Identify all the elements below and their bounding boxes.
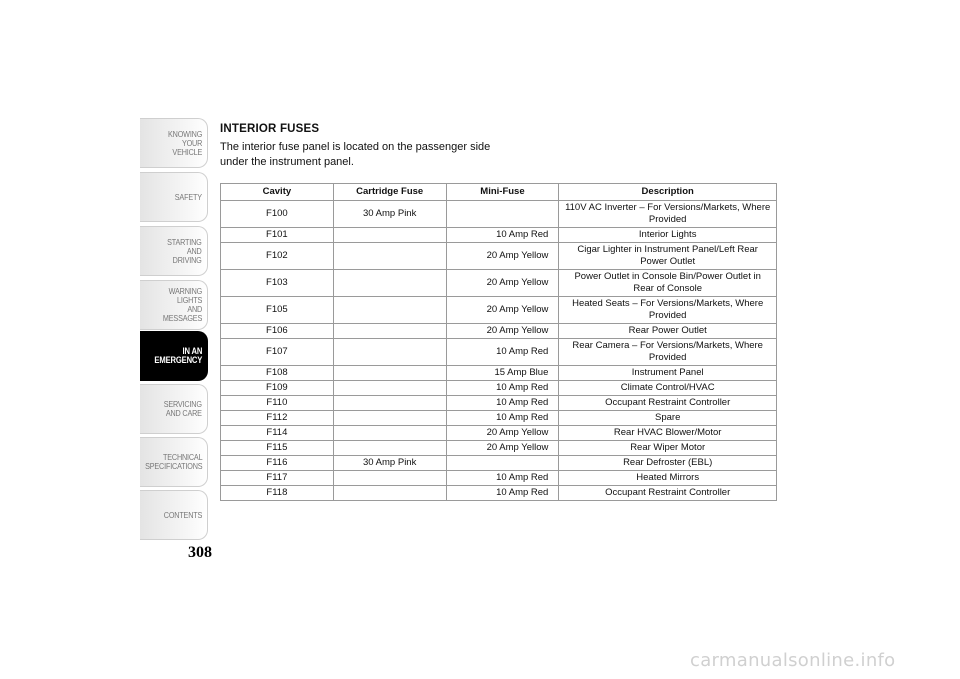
cartridge-fuse-cell bbox=[333, 228, 446, 243]
cavity-cell: F110 bbox=[221, 396, 334, 411]
header-description: Description bbox=[559, 184, 777, 201]
cartridge-fuse-cell bbox=[333, 411, 446, 426]
mini-fuse-cell: 10 Amp Red bbox=[446, 339, 559, 366]
mini-fuse-cell: 15 Amp Blue bbox=[446, 366, 559, 381]
tab-label: SERVICING AND CARE bbox=[163, 399, 202, 418]
table-row bbox=[221, 411, 777, 426]
description-cell: 110V AC Inverter – For Versions/Markets, Where Provided bbox=[559, 201, 777, 228]
table-body bbox=[221, 201, 777, 501]
cavity-cell: F101 bbox=[221, 228, 334, 243]
cartridge-fuse-cell bbox=[333, 339, 446, 366]
mini-fuse-cell bbox=[446, 201, 559, 228]
cavity-cell: F103 bbox=[221, 270, 334, 297]
description-cell: Power Outlet in Console Bin/Power Outlet in Rear of Console bbox=[559, 270, 777, 297]
tab-label: TECHNICAL SPECIFICATIONS bbox=[144, 452, 202, 471]
description-cell: Spare bbox=[559, 411, 777, 426]
mini-fuse-cell: 20 Amp Yellow bbox=[446, 441, 559, 456]
cavity-cell: F107 bbox=[221, 339, 334, 366]
cartridge-fuse-cell bbox=[333, 270, 446, 297]
table-row bbox=[221, 228, 777, 243]
table-row bbox=[221, 471, 777, 486]
cavity-cell: F108 bbox=[221, 366, 334, 381]
section-intro: The interior fuse panel is located on the passenger side under the instrument panel. bbox=[220, 141, 491, 168]
cavity-cell: F100 bbox=[221, 201, 334, 228]
tab-knowing-your-vehicle[interactable] bbox=[140, 118, 208, 168]
mini-fuse-cell: 20 Amp Yellow bbox=[446, 426, 559, 441]
table-row bbox=[221, 270, 777, 297]
cavity-cell: F118 bbox=[221, 486, 334, 501]
tab-label: WARNING LIGHTS AND MESSAGES bbox=[162, 286, 202, 323]
section-title: INTERIOR FUSES bbox=[220, 123, 320, 135]
table-row bbox=[221, 366, 777, 381]
cavity-cell: F115 bbox=[221, 441, 334, 456]
description-cell: Occupant Restraint Controller bbox=[559, 486, 777, 501]
mini-fuse-cell: 10 Amp Red bbox=[446, 471, 559, 486]
mini-fuse-cell bbox=[446, 456, 559, 471]
table-header-row bbox=[221, 184, 777, 201]
tab-label: KNOWING YOUR VEHICLE bbox=[167, 128, 202, 157]
cartridge-fuse-cell bbox=[333, 366, 446, 381]
tab-technical-specifications[interactable] bbox=[140, 437, 208, 487]
cavity-cell: F116 bbox=[221, 456, 334, 471]
table-row bbox=[221, 486, 777, 501]
tab-label: CONTENTS bbox=[163, 509, 202, 520]
cavity-cell: F109 bbox=[221, 381, 334, 396]
cartridge-fuse-cell bbox=[333, 324, 446, 339]
description-cell: Rear Defroster (EBL) bbox=[559, 456, 777, 471]
cartridge-fuse-cell bbox=[333, 486, 446, 501]
description-cell: Cigar Lighter in Instrument Panel/Left Rear Power Outlet bbox=[559, 243, 777, 270]
cavity-cell: F112 bbox=[221, 411, 334, 426]
cartridge-fuse-cell bbox=[333, 297, 446, 324]
cartridge-fuse-cell: 30 Amp Pink bbox=[333, 201, 446, 228]
description-cell: Climate Control/HVAC bbox=[559, 381, 777, 396]
watermark: carmanualsonline.info bbox=[690, 650, 896, 671]
table-row bbox=[221, 441, 777, 456]
cartridge-fuse-cell bbox=[333, 441, 446, 456]
cartridge-fuse-cell bbox=[333, 426, 446, 441]
mini-fuse-cell: 20 Amp Yellow bbox=[446, 270, 559, 297]
description-cell: Rear Power Outlet bbox=[559, 324, 777, 339]
mini-fuse-cell: 10 Amp Red bbox=[446, 381, 559, 396]
cartridge-fuse-cell: 30 Amp Pink bbox=[333, 456, 446, 471]
cartridge-fuse-cell bbox=[333, 381, 446, 396]
mini-fuse-cell: 10 Amp Red bbox=[446, 228, 559, 243]
table-row bbox=[221, 426, 777, 441]
tab-contents[interactable] bbox=[140, 490, 208, 540]
description-cell: Heated Mirrors bbox=[559, 471, 777, 486]
interior-fuse-table bbox=[220, 183, 777, 501]
table-row bbox=[221, 324, 777, 339]
header-mini-fuse: Mini-Fuse bbox=[446, 184, 559, 201]
tab-warning-lights-and-messages[interactable] bbox=[140, 280, 208, 330]
tab-safety[interactable] bbox=[140, 172, 208, 222]
tab-label: SAFETY bbox=[174, 191, 202, 202]
description-cell: Rear HVAC Blower/Motor bbox=[559, 426, 777, 441]
cavity-cell: F117 bbox=[221, 471, 334, 486]
table-row bbox=[221, 201, 777, 228]
mini-fuse-cell: 20 Amp Yellow bbox=[446, 297, 559, 324]
tab-starting-and-driving[interactable] bbox=[140, 226, 208, 276]
description-cell: Rear Camera – For Versions/Markets, Where Provided bbox=[559, 339, 777, 366]
table-row bbox=[221, 297, 777, 324]
page-number: 308 bbox=[188, 544, 212, 561]
cartridge-fuse-cell bbox=[333, 243, 446, 270]
tab-label: STARTING AND DRIVING bbox=[167, 236, 202, 265]
cavity-cell: F106 bbox=[221, 324, 334, 339]
tab-in-an-emergency[interactable] bbox=[140, 331, 208, 381]
mini-fuse-cell: 10 Amp Red bbox=[446, 486, 559, 501]
cartridge-fuse-cell bbox=[333, 396, 446, 411]
cavity-cell: F114 bbox=[221, 426, 334, 441]
cavity-cell: F105 bbox=[221, 297, 334, 324]
mini-fuse-cell: 10 Amp Red bbox=[446, 411, 559, 426]
cavity-cell: F102 bbox=[221, 243, 334, 270]
header-cartridge-fuse: Cartridge Fuse bbox=[333, 184, 446, 201]
table-row bbox=[221, 381, 777, 396]
description-cell: Instrument Panel bbox=[559, 366, 777, 381]
mini-fuse-cell: 20 Amp Yellow bbox=[446, 243, 559, 270]
table-row bbox=[221, 396, 777, 411]
table-row bbox=[221, 243, 777, 270]
table-row bbox=[221, 456, 777, 471]
table-row bbox=[221, 339, 777, 366]
description-cell: Rear Wiper Motor bbox=[559, 441, 777, 456]
cartridge-fuse-cell bbox=[333, 471, 446, 486]
description-cell: Heated Seats – For Versions/Markets, Where Provided bbox=[559, 297, 777, 324]
mini-fuse-cell: 20 Amp Yellow bbox=[446, 324, 559, 339]
tab-label: IN AN EMERGENCY bbox=[154, 346, 202, 365]
tab-servicing-and-care[interactable] bbox=[140, 384, 208, 434]
mini-fuse-cell: 10 Amp Red bbox=[446, 396, 559, 411]
header-cavity: Cavity bbox=[221, 184, 334, 201]
description-cell: Interior Lights bbox=[559, 228, 777, 243]
description-cell: Occupant Restraint Controller bbox=[559, 396, 777, 411]
